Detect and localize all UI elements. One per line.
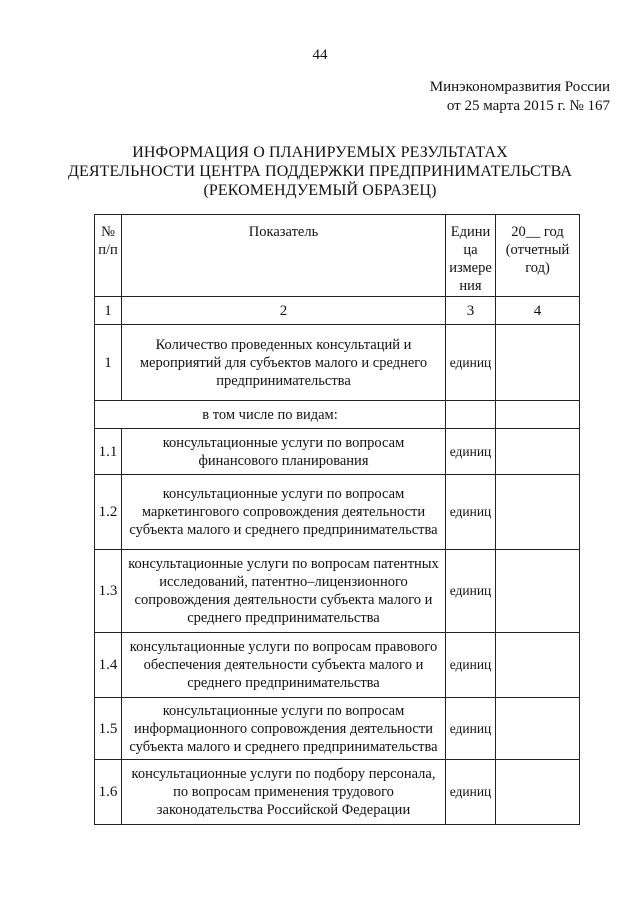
value-cell: [496, 550, 580, 633]
indicator-text-line: обеспечения деятельности субъекта малого и: [143, 657, 424, 673]
indicator-text-line: Количество проведенных консультаций и: [155, 336, 412, 353]
indicator-cell: [122, 325, 446, 401]
header-unit-line: ца: [463, 242, 478, 258]
indicator-cell: [122, 475, 446, 550]
indicator-text-line: предпринимательства: [216, 372, 351, 389]
unit-cell: единиц: [446, 698, 496, 760]
row-number: 1.3: [95, 550, 122, 633]
title-line-1: ИНФОРМАЦИЯ О ПЛАНИРУЕМЫХ РЕЗУЛЬТАТАХ: [132, 144, 508, 161]
column-number: 2: [122, 297, 446, 325]
indicator-text-line: исследований, патентно–лицензионного: [159, 574, 408, 590]
header-unit-line: Едини: [450, 224, 491, 240]
header-indicator-label: Показатель: [248, 224, 319, 240]
header-year: [496, 215, 580, 297]
indicator-cell: [122, 550, 446, 633]
indicator-text-line: мероприятий для субъектов малого и среднего: [139, 354, 428, 371]
value-cell: [496, 475, 580, 550]
value-cell: [496, 698, 580, 760]
unit-cell: единиц: [446, 550, 496, 633]
header-year-line: 20__ год: [511, 224, 564, 240]
header-number-symbol: №: [101, 224, 115, 240]
ministry-name: Минэкономразвития России: [429, 79, 610, 95]
table-row: [95, 429, 580, 475]
indicator-cell: [122, 760, 446, 825]
subheading-row: [95, 401, 580, 429]
table-row: [95, 325, 580, 401]
subheading-label: в том числе по видам:: [95, 401, 446, 429]
indicator-cell: [122, 633, 446, 698]
indicator-text-line: финансового планирования: [198, 452, 369, 469]
indicator-text-line: консультационные услуги по вопросам: [162, 434, 405, 451]
indicator-text-line: маркетингового сопровождения деятельности: [141, 504, 426, 520]
document-title: [0, 143, 640, 200]
header-unit: [446, 215, 496, 297]
indicator-text-line: среднего предпринимательства: [187, 675, 380, 691]
indicator-text-line: субъекта малого и среднего предпринимательства: [129, 522, 438, 538]
row-number: 1.4: [95, 633, 122, 698]
indicator-text-line: сопровождения деятельности субъекта малого и: [134, 592, 433, 608]
value-cell: [496, 401, 580, 429]
indicator-cell: [122, 429, 446, 475]
header-year-line: (отчетный: [505, 242, 570, 258]
indicators-table: [94, 214, 580, 825]
row-number: 1.1: [95, 429, 122, 475]
value-cell: [496, 429, 580, 475]
indicator-text-line: консультационные услуги по вопросам: [162, 486, 405, 502]
table-header-row: [95, 215, 580, 297]
header-number: [95, 215, 122, 297]
unit-cell: единиц: [446, 633, 496, 698]
header-unit-line: измере: [449, 260, 492, 276]
value-cell: [496, 325, 580, 401]
value-cell: [496, 633, 580, 698]
unit-cell: единиц: [446, 760, 496, 825]
table-row: [95, 698, 580, 760]
unit-cell: единиц: [446, 475, 496, 550]
document-reference: [430, 78, 610, 116]
indicator-text-line: законодательства Российской Федерации: [156, 802, 411, 818]
indicator-text-line: консультационные услуги по вопросам патентных: [128, 556, 439, 572]
table-row: [95, 633, 580, 698]
table-row: [95, 475, 580, 550]
column-number-row: [95, 297, 580, 325]
header-unit-line: ния: [459, 278, 482, 294]
indicator-text-line: субъекта малого и среднего предпринимательства: [129, 738, 438, 755]
indicator-text-line: среднего предпринимательства: [187, 610, 380, 626]
title-line-2: ДЕЯТЕЛЬНОСТИ ЦЕНТРА ПОДДЕРЖКИ ПРЕДПРИНИМАТЕЛЬСТВА: [67, 163, 573, 180]
header-number-abbr: п/п: [98, 242, 118, 258]
indicator-text-line: консультационные услуги по вопросам: [162, 702, 405, 719]
order-date-number: от 25 марта 2015 г. № 167: [446, 98, 610, 114]
indicator-cell: [122, 698, 446, 760]
indicator-text-line: консультационные услуги по вопросам правового: [129, 639, 438, 655]
title-line-3: (РЕКОМЕНДУЕМЫЙ ОБРАЗЕЦ): [203, 182, 437, 199]
unit-cell: единиц: [446, 325, 496, 401]
column-number: 3: [446, 297, 496, 325]
table-row: [95, 760, 580, 825]
column-number: 4: [496, 297, 580, 325]
page-number: 44: [312, 47, 328, 63]
row-number: 1.5: [95, 698, 122, 760]
header-year-line: год): [525, 260, 550, 276]
row-number: 1.6: [95, 760, 122, 825]
column-number: 1: [95, 297, 122, 325]
indicator-text-line: информационного сопровождения деятельности: [134, 720, 433, 737]
value-cell: [496, 760, 580, 825]
table-row: [95, 550, 580, 633]
row-number: 1: [95, 325, 122, 401]
row-number: 1.2: [95, 475, 122, 550]
unit-cell: единиц: [446, 429, 496, 475]
indicator-text-line: по вопросам применения трудового: [173, 784, 394, 800]
unit-cell: [446, 401, 496, 429]
indicator-text-line: консультационные услуги по подбору персонала,: [131, 766, 436, 782]
header-indicator: [122, 215, 446, 297]
